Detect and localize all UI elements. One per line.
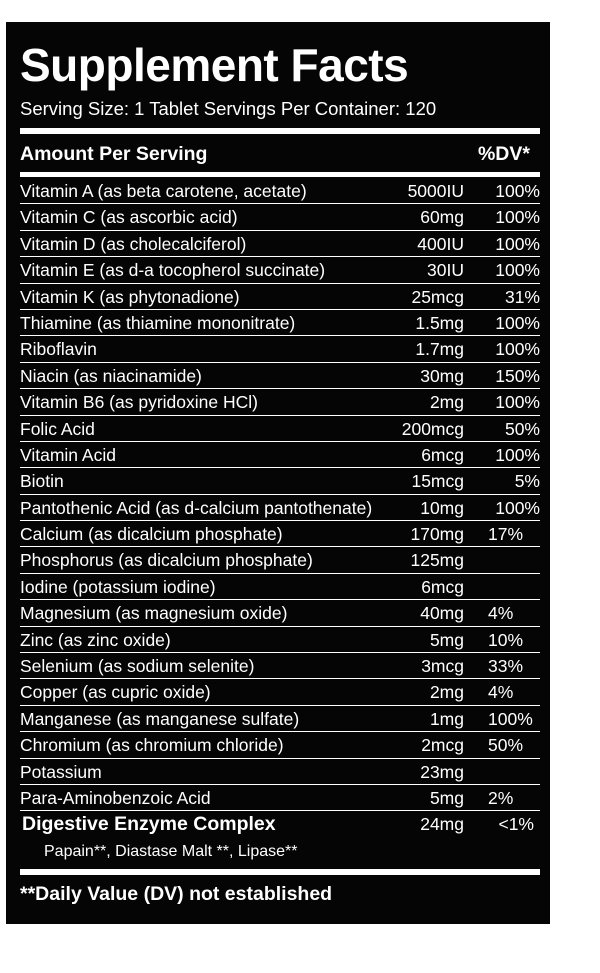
nutrient-row — [20, 363, 540, 389]
nutrient-row — [20, 785, 540, 811]
nutrient-name: Biotin — [20, 471, 64, 492]
footnote: **Daily Value (DV) not established — [20, 883, 333, 905]
nutrient-daily-value: 100% — [495, 181, 540, 201]
nutrient-daily-value: 100% — [495, 339, 540, 360]
nutrient-amount: 1.5mg — [415, 312, 464, 333]
nutrient-row — [20, 759, 540, 785]
nutrient-daily-value: 50% — [504, 418, 540, 439]
nutrient-name: Vitamin Acid — [20, 444, 116, 465]
nutrient-row — [20, 679, 540, 705]
nutrient-name: Iodine (potassium iodine) — [20, 576, 216, 597]
nutrient-table — [20, 178, 540, 838]
nutrient-amount: 125mg — [410, 550, 464, 571]
nutrient-amount: 23mg — [420, 761, 464, 782]
nutrient-daily-value: 100% — [495, 260, 540, 281]
nutrient-amount: 2mg — [429, 682, 464, 703]
nutrient-daily-value: 100% — [495, 312, 540, 333]
nutrient-amount: 5mg — [429, 787, 464, 808]
nutrient-amount: 5mg — [429, 629, 464, 650]
nutrient-row — [20, 204, 540, 230]
nutrient-row — [20, 521, 540, 547]
supplement-facts-panel — [6, 22, 550, 924]
nutrient-name: Vitamin D (as cholecalciferol) — [20, 233, 247, 254]
nutrient-name: Potassium — [20, 761, 102, 782]
nutrient-row — [20, 547, 540, 573]
enzyme-complex-name: Digestive Enzyme Complex — [22, 813, 276, 836]
enzyme-complex-daily-value: <1% — [498, 814, 534, 835]
nutrient-amount: 6mcg — [421, 444, 464, 465]
nutrient-name: Manganese (as manganese sulfate) — [20, 708, 300, 729]
nutrient-daily-value: 100% — [495, 444, 540, 465]
nutrient-amount: 30IU — [427, 260, 464, 281]
nutrient-row — [20, 495, 540, 521]
enzyme-complex-amount: 24mg — [420, 814, 464, 835]
nutrient-daily-value: 4% — [488, 603, 514, 624]
nutrient-amount: 170mg — [410, 524, 464, 545]
nutrient-daily-value: 100% — [495, 392, 540, 413]
nutrient-row — [20, 442, 540, 468]
nutrient-daily-value: 100% — [495, 207, 540, 228]
nutrient-daily-value: 100% — [488, 708, 533, 729]
nutrient-row — [20, 284, 540, 310]
header-daily-value: %DV* — [477, 143, 530, 165]
header-amount-per-serving: Amount Per Serving — [20, 143, 208, 165]
nutrient-amount: 15mcg — [411, 471, 464, 492]
nutrient-daily-value: 100% — [495, 233, 540, 254]
nutrient-name: Phosphorus (as dicalcium phosphate) — [20, 550, 313, 571]
nutrient-amount: 2mcg — [421, 735, 464, 756]
nutrient-row — [20, 310, 540, 336]
panel-title: Supplement Facts — [20, 39, 409, 91]
nutrient-name: Vitamin C (as ascorbic acid) — [20, 207, 238, 228]
enzyme-complex-row — [20, 811, 540, 837]
nutrient-name: Para-Aminobenzoic Acid — [20, 787, 211, 808]
nutrient-amount: 25mcg — [411, 286, 464, 307]
nutrient-row — [20, 468, 540, 494]
nutrient-row — [20, 178, 540, 204]
divider-thick-bottom — [20, 869, 540, 875]
nutrient-name: Selenium (as sodium selenite) — [20, 656, 255, 677]
serving-info: Serving Size: 1 Tablet Servings Per Container: 120 — [20, 98, 437, 119]
nutrient-name: Pantothenic Acid (as d-calcium pantothenate) — [20, 497, 373, 518]
nutrient-name: Vitamin E (as d-a tocopherol succinate) — [20, 260, 326, 281]
divider-thick-header — [20, 172, 540, 177]
nutrient-row — [20, 416, 540, 442]
nutrient-daily-value: 5% — [514, 471, 540, 492]
nutrient-amount: 6mcg — [421, 576, 464, 597]
divider-thick-top — [20, 128, 540, 134]
nutrient-daily-value: 17% — [488, 524, 524, 545]
nutrient-amount: 10mg — [420, 497, 464, 518]
nutrient-amount: 1.7mg — [415, 339, 464, 360]
nutrient-amount: 400IU — [417, 233, 464, 254]
nutrient-daily-value: 31% — [504, 286, 540, 307]
nutrient-amount: 30mg — [420, 365, 464, 386]
nutrient-name: Zinc (as zinc oxide) — [20, 629, 171, 650]
nutrient-amount: 2mg — [429, 392, 464, 413]
nutrient-row — [20, 627, 540, 653]
nutrient-name: Calcium (as dicalcium phosphate) — [20, 524, 283, 545]
nutrient-amount: 40mg — [420, 603, 464, 624]
enzyme-components: Papain**, Diastase Malt **, Lipase** — [44, 843, 298, 860]
nutrient-daily-value: 2% — [488, 787, 514, 808]
nutrient-name: Magnesium (as magnesium oxide) — [20, 603, 288, 624]
nutrient-name: Riboflavin — [20, 339, 97, 360]
nutrient-name: Thiamine (as thiamine mononitrate) — [20, 312, 296, 333]
nutrient-row — [20, 574, 540, 600]
nutrient-daily-value: 100% — [495, 497, 540, 518]
nutrient-row — [20, 600, 540, 626]
nutrient-amount: 60mg — [420, 207, 464, 228]
nutrient-name: Folic Acid — [20, 418, 95, 439]
nutrient-row — [20, 389, 540, 415]
nutrient-name: Vitamin K (as phytonadione) — [20, 286, 240, 307]
nutrient-name: Vitamin B6 (as pyridoxine HCl) — [20, 392, 258, 413]
nutrient-daily-value: 4% — [488, 682, 514, 703]
nutrient-row — [20, 653, 540, 679]
nutrient-amount: 1mg — [429, 708, 464, 729]
nutrient-row — [20, 706, 540, 732]
nutrient-amount: 3mcg — [421, 656, 464, 677]
nutrient-row — [20, 336, 540, 362]
nutrient-name: Chromium (as chromium chloride) — [20, 735, 284, 756]
nutrient-row — [20, 231, 540, 257]
nutrient-daily-value: 33% — [488, 656, 524, 677]
nutrient-daily-value: 50% — [488, 735, 524, 756]
nutrient-name: Niacin (as niacinamide) — [20, 365, 202, 386]
nutrient-row — [20, 732, 540, 758]
nutrient-amount: 5000IU — [407, 181, 464, 201]
nutrient-amount: 200mcg — [401, 418, 464, 439]
nutrient-name: Vitamin A (as beta carotene, acetate) — [20, 181, 307, 201]
nutrient-name: Copper (as cupric oxide) — [20, 682, 211, 703]
nutrient-daily-value: 150% — [495, 365, 540, 386]
nutrient-row — [20, 257, 540, 283]
nutrient-daily-value: 10% — [488, 629, 524, 650]
